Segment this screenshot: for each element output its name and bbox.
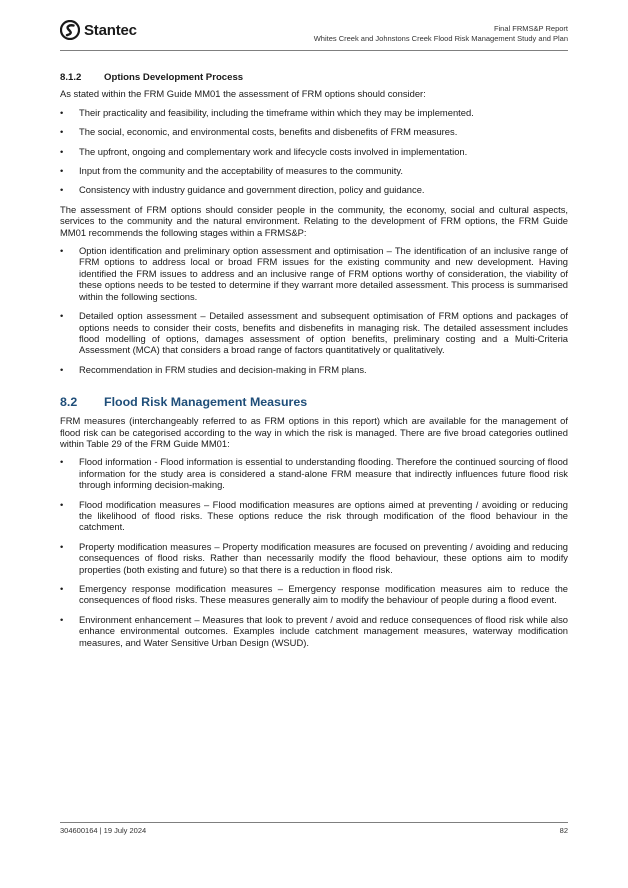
list-item-text: Recommendation in FRM studies and decision-making in FRM plans. <box>79 363 367 375</box>
document-reference: 304600164 | 19 July 2024 <box>60 826 147 835</box>
list-item <box>60 456 568 490</box>
page-content <box>60 72 568 656</box>
list-item-text: Environment enhancement – Measures that look to prevent / avoid and reduce consequences of flood risk while also enhance environmental outcomes. Examples include catchment management measures, waterway modification measures, and Water Sensitive Urban Design (WSUD). <box>79 613 568 648</box>
options-considerations-list <box>60 107 568 196</box>
page-number: 82 <box>559 826 568 835</box>
subsection-heading-8-1-2 <box>60 72 568 83</box>
bullet-icon: • <box>60 456 64 468</box>
bullet-icon: • <box>60 184 64 196</box>
bullet-icon: • <box>60 106 64 118</box>
list-item-text: Detailed option assessment – Detailed assessment and subsequent optimisation of FRM options and packages of options needs to consider their costs, benefits and disbenefits in managing risk. The detailed assessment includes flood modelling of options, damages assessment of option benefits, preliminary costing and a Multi-Criteria Assessment (MCA) that considers a broad range of factors quantitatively or qualitatively. <box>79 310 568 356</box>
list-item-text: Emergency response modification measures – Emergency response modification measures aim to reduce the consequences of flood risks. These measures generally aim to modify the behaviour of people during a flood event. <box>79 583 568 606</box>
stantec-logo <box>60 20 137 40</box>
bullet-icon: • <box>60 126 64 138</box>
bullet-icon: • <box>60 245 64 257</box>
bullet-icon: • <box>60 363 64 375</box>
bullet-icon: • <box>60 165 64 177</box>
list-item <box>60 245 568 302</box>
list-item <box>60 107 568 118</box>
frmsp-stages-list <box>60 245 568 375</box>
list-item <box>60 310 568 356</box>
list-item <box>60 583 568 606</box>
section-title: Flood Risk Management Measures <box>104 395 308 410</box>
bullet-icon: • <box>60 613 64 625</box>
list-item <box>60 126 568 137</box>
bullet-icon: • <box>60 540 64 552</box>
logo-text: Stantec <box>84 21 137 39</box>
list-item-text: The upfront, ongoing and complementary work and lifecycle costs involved in implementation. <box>79 145 468 157</box>
subsection-title: Options Development Process <box>104 72 244 83</box>
assessment-paragraph: The assessment of FRM options should consider people in the community, the economy, social and cultural aspects, services to the community and the natural environment. Relating to the development of FRM options, the FRM Guide MM01 recommends the following stages within a FRMS&P: <box>60 203 568 238</box>
subsection-number: 8.1.2 <box>60 72 82 83</box>
frm-measures-intro-paragraph: FRM measures (interchangeably referred to as FRM options in this report) which are available for the management of flood risk can be categorised according to the way in which the risk is managed. There are five broad categories outlined within Table 29 of the FRM Guide MM01: <box>60 415 568 449</box>
list-item <box>60 541 568 575</box>
list-item-text: Consistency with industry guidance and government direction, policy and guidance. <box>79 184 425 196</box>
report-header-info <box>314 24 568 44</box>
report-subtitle: Whites Creek and Johnstons Creek Flood Risk Management Study and Plan <box>313 34 568 43</box>
list-item-text: Property modification measures – Property modification measures are focused on preventing / avoiding and reducing consequences of flood risks. Rather than necessarily modify the flood behaviour, these options aim to modify properties (both existing and future) so that there is a reduction in flood risk. <box>79 540 568 575</box>
list-item <box>60 184 568 195</box>
stantec-logo-icon <box>60 20 80 40</box>
bullet-icon: • <box>60 583 64 594</box>
page-footer <box>60 822 568 835</box>
section-number: 8.2 <box>60 395 78 410</box>
list-item-text: Their practicality and feasibility, including the timeframe within which they may be implemented. <box>79 106 474 118</box>
list-item <box>60 146 568 157</box>
section-heading-8-2 <box>60 395 568 409</box>
list-item <box>60 499 568 533</box>
bullet-icon: • <box>60 310 64 322</box>
list-item <box>60 165 568 176</box>
list-item-text: The social, economic, and environmental costs, benefits and disbenefits of FRM measures. <box>79 126 458 138</box>
list-item <box>60 364 568 375</box>
list-item-text: Input from the community and the acceptability of measures to the community. <box>79 165 403 177</box>
bullet-icon: • <box>60 498 64 510</box>
page-header <box>60 18 568 51</box>
list-item-text: Flood modification measures – Flood modification measures are options aimed at preventing / avoiding or reducing the likelihood of flood risks. These options reduce the risk through modification of the flood behaviour in the catchment. <box>79 498 568 533</box>
list-item-text: Flood information - Flood information is essential to understanding flooding. Therefore the continued sourcing of flood information for the study area is considered a stand-alone FRM measure that indirectly influences future flood risk through informing decision-making. <box>79 456 568 491</box>
frm-measures-list <box>60 456 568 648</box>
list-item <box>60 614 568 648</box>
list-item-text: Option identification and preliminary option assessment and optimisation – The identification of an inclusive range of FRM options to address local or broad FRM issues for the existing community and new development. Having identified the FRM issues to address and an inclusive range of FRM options worthy of consideration, the viability of these options needs to be tested to determine if they warrant more detailed assessment. This process is summarised within the following sections. <box>79 245 568 302</box>
bullet-icon: • <box>60 145 64 157</box>
report-title: Final FRMS&P Report <box>493 24 568 33</box>
options-intro-paragraph: As stated within the FRM Guide MM01 the assessment of FRM options should consider: <box>60 88 426 100</box>
